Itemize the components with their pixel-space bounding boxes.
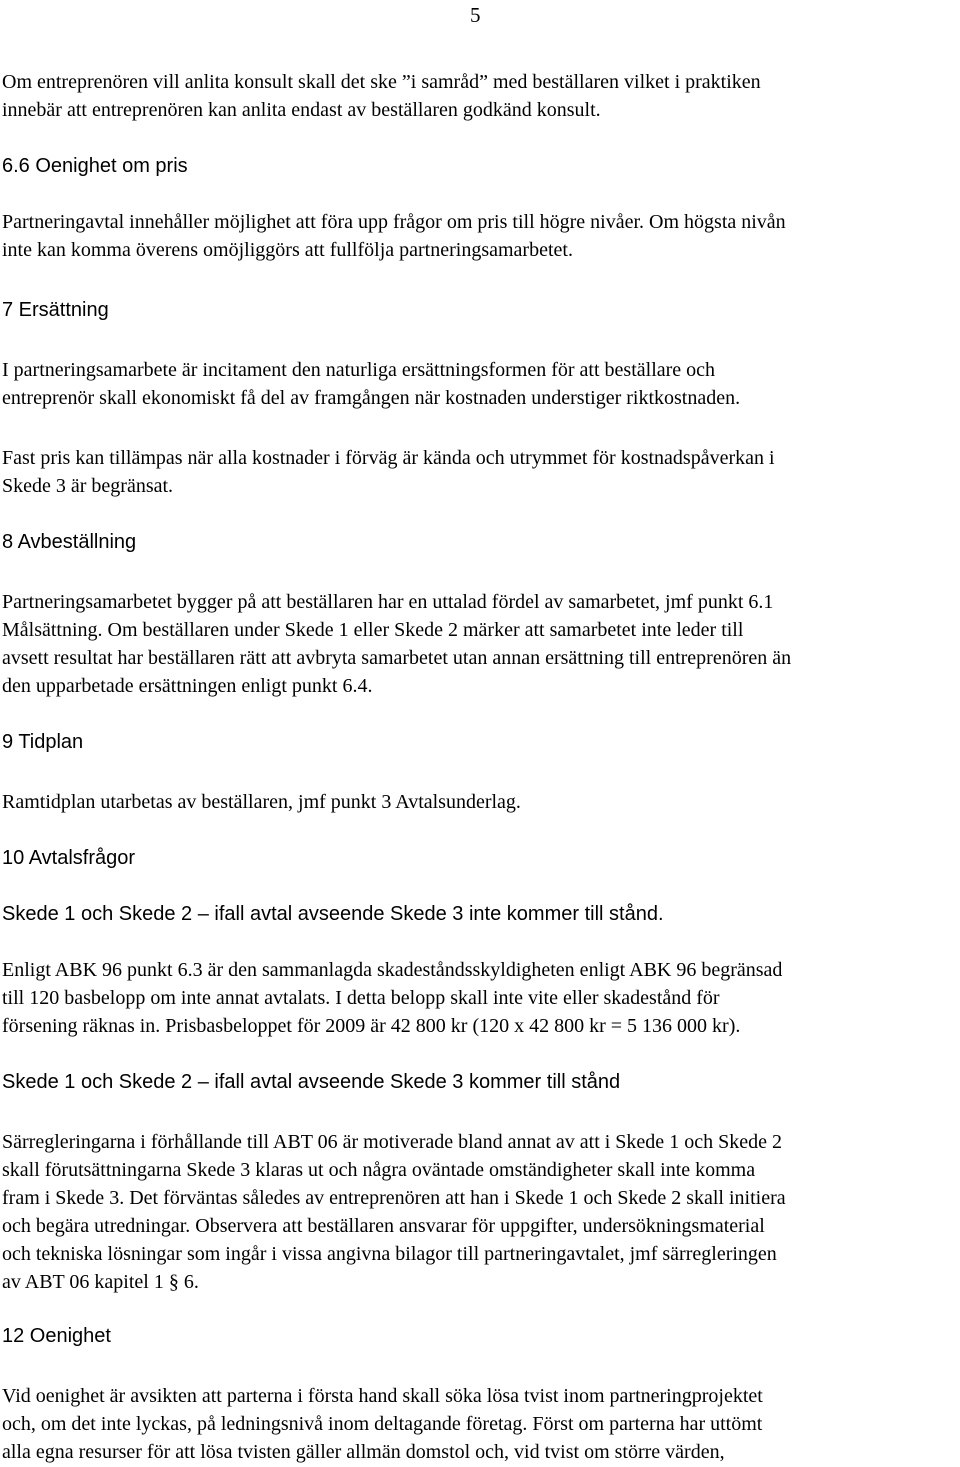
- text-line: Partneringsamarbetet bygger på att beställaren har en uttalad fördel av samarbetet, jmf punkt 6.1: [2, 591, 774, 613]
- text-line: Särregleringarna i förhållande till ABT 06 är motiverade bland annat av att i Skede 1 och Skede 2: [2, 1131, 782, 1153]
- text-line: 9 Tidplan: [2, 731, 84, 753]
- paragraph: [2, 356, 958, 412]
- section-heading: [2, 728, 958, 756]
- text-line: I partneringsamarbete är incitament den naturliga ersättningsformen för att beställare och: [2, 359, 716, 381]
- text-line: Målsättning. Om beställaren under Skede 1 eller Skede 2 märker att samarbetet inte leder till: [2, 619, 744, 641]
- text-line: 12 Oenighet: [2, 1325, 111, 1347]
- text-line: den upparbetade ersättningen enligt punkt 6.4.: [2, 675, 373, 697]
- section-heading: [2, 844, 958, 872]
- text-line: och, om det inte lyckas, på ledningsnivå inom deltagande företag. Först om parterna har uttömt: [2, 1413, 763, 1435]
- page-number: 5: [470, 3, 481, 27]
- section-heading: [2, 296, 958, 324]
- text-line: avsett resultat har beställaren rätt att avbryta samarbetet utan annan ersättning till entreprenören än: [2, 647, 792, 669]
- text-line: entreprenör skall ekonomiskt få del av framgången när kostnaden understiger riktkostnaden.: [2, 387, 741, 409]
- section-heading: [2, 1068, 958, 1096]
- text-line: 7 Ersättning: [2, 299, 109, 321]
- text-line: Partneringavtal innehåller möjlighet att föra upp frågor om pris till högre nivåer. Om högsta nivån: [2, 211, 786, 233]
- text-line: försening räknas in. Prisbasbeloppet för 2009 är 42 800 kr (120 x 42 800 kr = 5 136 000 kr).: [2, 1015, 741, 1037]
- paragraph: [2, 1128, 958, 1296]
- text-line: Enligt ABK 96 punkt 6.3 är den sammanlagda skadeståndsskyldigheten enligt ABK 96 begränsad: [2, 959, 783, 981]
- paragraph: [2, 444, 958, 500]
- paragraph: [2, 788, 958, 816]
- section-heading: [2, 152, 958, 180]
- text-line: Skede 3 är begränsat.: [2, 475, 174, 497]
- section-heading: [2, 528, 958, 556]
- text-line: Om entreprenören vill anlita konsult skall det ske ”i samråd” med beställaren vilket i praktiken: [2, 71, 761, 93]
- text-line: Vid oenighet är avsikten att parterna i första hand skall söka lösa tvist inom partneringprojektet: [2, 1385, 763, 1407]
- text-line: skall förutsättningarna Skede 3 klaras ut och några oväntade omständigheter skall inte komma: [2, 1159, 756, 1181]
- text-line: Ramtidplan utarbetas av beställaren, jmf punkt 3 Avtalsunderlag.: [2, 791, 521, 813]
- paragraph: [2, 68, 958, 124]
- section-heading: [2, 900, 958, 928]
- text-line: av ABT 06 kapitel 1 § 6.: [2, 1271, 199, 1293]
- paragraph: [2, 1382, 958, 1466]
- paragraph: [2, 208, 958, 264]
- text-line: och begära utredningar. Observera att beställaren ansvarar för uppgifter, undersökningsmaterial: [2, 1215, 765, 1237]
- text-line: Fast pris kan tillämpas när alla kostnader i förväg är kända och utrymmet för kostnadspåverkan i: [2, 447, 775, 469]
- text-line: innebär att entreprenören kan anlita endast av beställaren godkänd konsult.: [2, 99, 601, 121]
- paragraph: [2, 588, 958, 700]
- text-line: fram i Skede 3. Det förväntas således av entreprenören att han i Skede 1 och Skede 2 skall initiera: [2, 1187, 786, 1209]
- text-line: 6.6 Oenighet om pris: [2, 155, 188, 177]
- text-line: 8 Avbeställning: [2, 531, 137, 553]
- text-line: och tekniska lösningar som ingår i vissa angivna bilagor till partneringavtalet, jmf särregleringen: [2, 1243, 777, 1265]
- text-line: 10 Avtalsfrågor: [2, 847, 136, 869]
- text-line: alla egna resurser för att lösa tvisten gäller allmän domstol och, vid tvist om större värden,: [2, 1441, 725, 1463]
- section-heading: [2, 1322, 958, 1350]
- text-line: Skede 1 och Skede 2 – ifall avtal avseende Skede 3 kommer till stånd: [2, 1071, 621, 1093]
- text-line: inte kan komma överens omöjliggörs att fullfölja partneringsamarbetet.: [2, 239, 573, 261]
- text-line: Skede 1 och Skede 2 – ifall avtal avseende Skede 3 inte kommer till stånd.: [2, 903, 664, 925]
- paragraph: [2, 956, 958, 1040]
- text-line: till 120 basbelopp om inte annat avtalats. I detta belopp skall inte vite eller skadestånd för: [2, 987, 720, 1009]
